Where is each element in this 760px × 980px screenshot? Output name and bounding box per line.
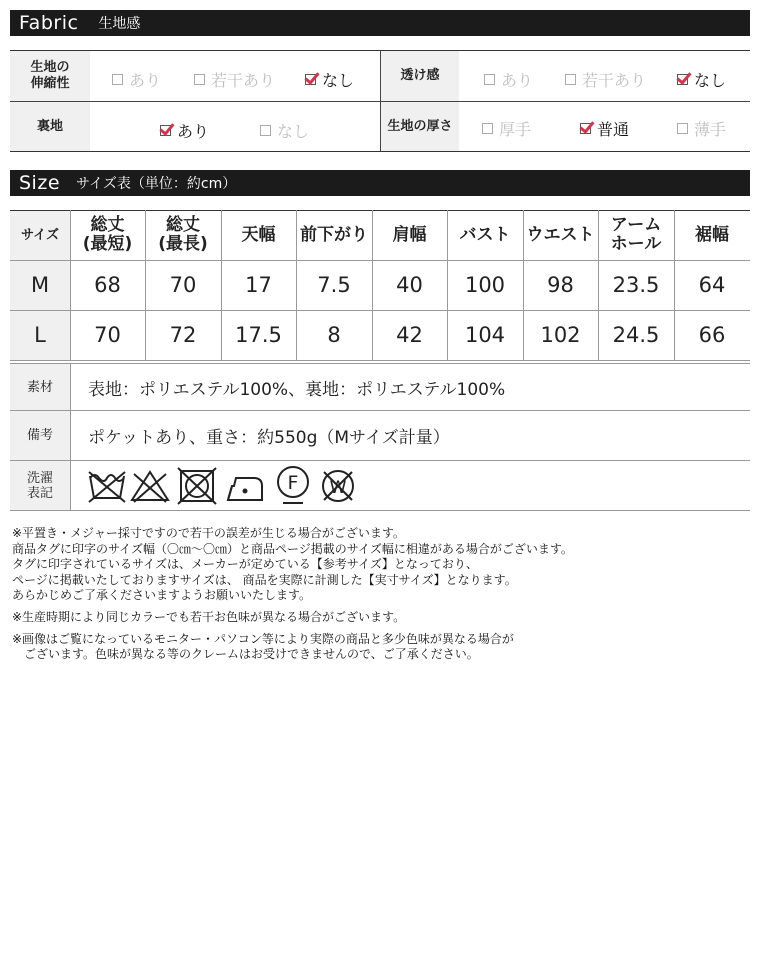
size-cell: 66 [698,323,726,347]
size-header [10,170,750,196]
note-line: ※生産時期により同じカラーでも若干お色味が異なる場合がございます。 [12,609,406,624]
size-header-cell: 裾幅 [695,224,729,245]
note-line: ページに掲載いたしておりますサイズは、 商品を実際に計測した【実寸サイズ】となります。 [12,572,517,587]
size-header-cell: 総丈 (最長) [158,215,208,254]
size-cell: 70 [94,323,121,347]
size-row-label: L [34,323,46,347]
lining-label: 裏地 [10,102,90,151]
size-header-cell: サイズ [21,227,59,243]
size-cell: 104 [464,323,506,347]
iron-low-icon [228,478,262,500]
care-icons [86,464,366,506]
size-cell: 23.5 [612,273,660,297]
thickness-option-thick: 厚手 [482,117,531,140]
note-line: タグに印字されているサイズは、メーカーが定めている【参考サイズ】となっており、 [12,557,478,572]
size-cell: 17.5 [235,323,282,347]
size-header-cell: 肩幅 [392,224,427,245]
size-header-cell: アーム ホール [610,215,662,254]
size-header-cell: 天幅 [241,224,276,245]
svg-text:W: W [329,478,347,498]
fabric-title: Fabric [19,12,79,34]
size-cell: 8 [327,323,341,347]
sheer-option-yes: あり [484,68,533,91]
thickness-label: 生地の厚さ [381,102,459,151]
note-line: ※画像はご覧になっているモニター・パソコン等により実際の商品と多少色味が異なる場合が [12,631,514,646]
sheer-option-slight: 若干あり [565,68,646,91]
remarks-label: 備考 [10,411,70,460]
size-cell: 102 [540,323,581,347]
svg-text:F: F [287,472,299,494]
thickness-option-thin: 薄手 [677,117,726,140]
no-bleach-icon [132,472,168,502]
sheer-label: 透け感 [381,51,459,101]
size-cell: 64 [698,273,726,297]
size-cell: 70 [169,273,197,297]
size-title: Size [19,172,61,194]
size-header-cell: 総丈 (最短) [82,215,133,254]
stretch-option-yes: あり [112,68,161,91]
fabric-subtitle: 生地感 [98,16,141,32]
sheer-option-no: なし [677,68,726,91]
size-cell: 42 [396,323,423,347]
lining-option-yes: あり [160,119,209,142]
size-header-cell: バスト [459,224,511,245]
stretch-option-slight: 若干あり [194,68,275,91]
remarks-text: ポケットあり、重さ：約550g（Mサイズ計量） [88,428,450,448]
size-cell: 68 [94,273,121,297]
size-header-cell: ウエスト [526,224,595,245]
fabric-table [10,50,750,152]
size-subtitle: サイズ表（単位：約cm） [76,176,237,192]
care-label: 洗濯 表記 [10,461,70,510]
note-line: ※平置き・メジャー採寸ですので若干の誤差が生じる場合がございます。 [12,526,405,540]
no-wet-clean-icon [323,471,353,501]
size-cell: 24.5 [612,323,660,347]
size-cell: 17 [245,273,272,297]
size-cell: 40 [396,273,423,297]
stretch-label: 生地の 伸縮性 [10,51,90,101]
fabric-header [10,10,750,36]
no-wash-icon [89,472,125,502]
size-cell: 98 [547,273,574,297]
size-cell: 7.5 [317,273,351,297]
material-text: 表地：ポリエステル100%、裏地：ポリエステル100% [88,379,506,400]
material-label: 素材 [10,364,70,410]
notes [12,526,573,663]
no-tumble-dry-icon [178,468,216,504]
size-header-cell: 前下がり [300,224,368,245]
note-line: 商品タグに印字のサイズ幅（〇㎝〜〇㎝）と商品ページ掲載のサイズ幅に相違がある場合がございます。 [12,541,573,556]
dry-clean-f-icon [278,467,308,503]
thickness-option-normal: 普通 [580,117,629,140]
size-cell: 72 [169,323,197,347]
stretch-option-no: なし [305,68,354,91]
lining-option-no: なし [260,119,309,142]
note-line: あらかじめご了承くださいますようお願いいたします。 [12,588,312,603]
size-cell: 100 [464,273,506,297]
note-line: ございます。色味が異なる等のクレームはお受けできませんので、ご了承ください。 [12,647,479,662]
size-row-label: M [30,273,50,297]
